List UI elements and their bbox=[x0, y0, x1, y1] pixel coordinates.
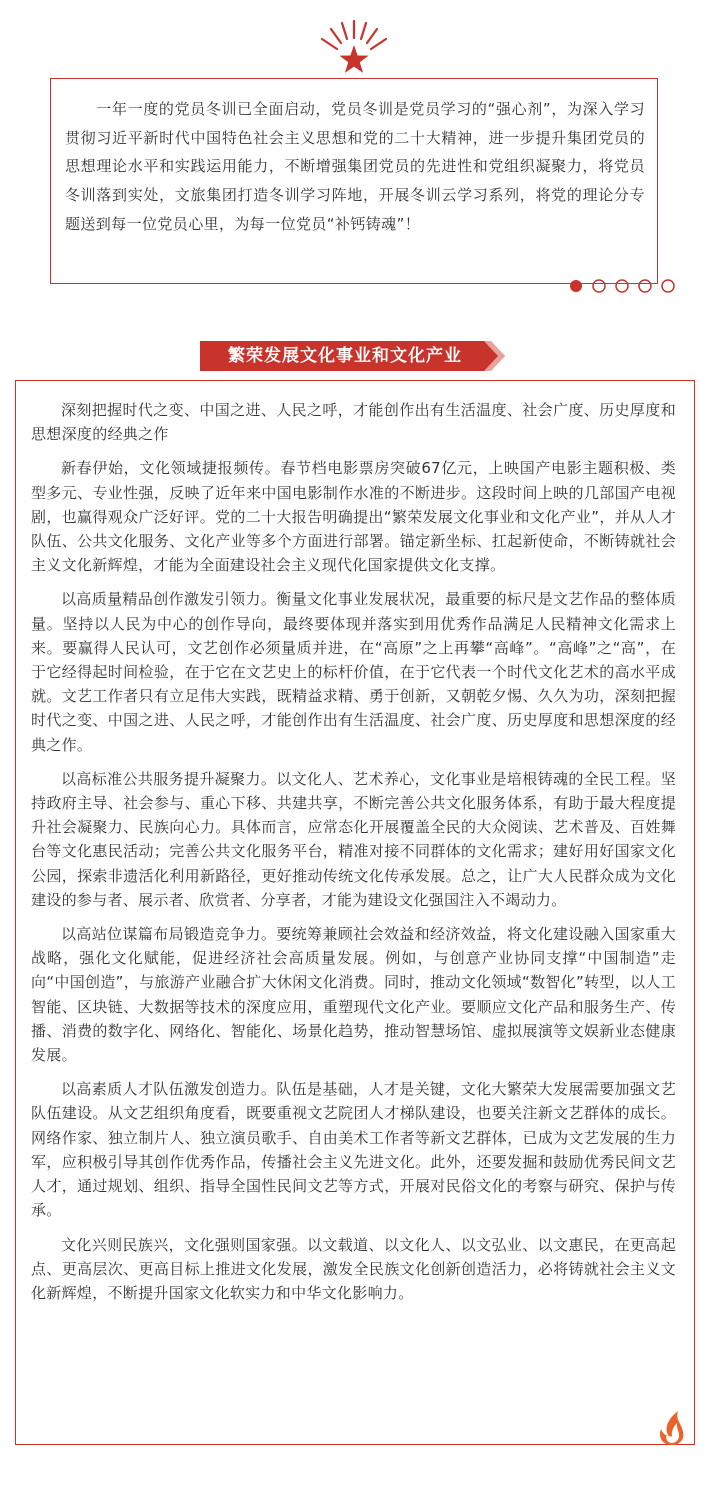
pager-dot-3[interactable] bbox=[616, 280, 628, 292]
section-title: 繁荣发展文化事业和文化产业 bbox=[228, 346, 462, 366]
flame-icon bbox=[657, 1408, 687, 1446]
paragraph: 以高素质人才队伍激发创造力。队伍是基础，人才是关键，文化大繁荣大发展需要加强文艺队伍建设。从文艺组织角度看，既要重视文艺院团人才梯队建设，也要关注新文艺群体的成长。网络作家、独立制片人、独立演员歌手、自由美术工作者等新文艺群体，已成为文艺发展的生力军，应积极引导其创作优秀作品，传播社会主义先进文化。此外，还要发掘和鼓励优秀民间文艺人才，通过规划、组织、指导全国性民间文艺等方式，开展对民俗文化的考察与研究、保护与传承。 bbox=[31, 1080, 676, 1220]
pager-dot-1[interactable] bbox=[570, 280, 582, 292]
pager-dot-5[interactable] bbox=[662, 280, 674, 292]
pager-dot-2[interactable] bbox=[593, 280, 605, 292]
star-burst-icon bbox=[315, 18, 393, 80]
intro-text: 一年一度的党员冬训已全面启动，党员冬训是党员学习的“强心剂”，为深入学习贯彻习近平新时代中国特色社会主义思想和党的二十大精神，进一步提升集团党员的思想理论水平和实践运用能力，不断增强集团党员的先进性和党组织凝聚力，将党员冬训落到实处，文旅集团打造冬训学习阵地，开展冬训云学习系列，将党的理论分专题送到每一位党员心里，为每一位党员“补钙铸魂”！ bbox=[65, 100, 645, 233]
paragraph: 文化兴则民族兴，文化强则国家强。以文载道、以文化人、以文弘业、以文惠民，在更高起点、更高层次、更高目标上推进文化发展，激发全民族文化创新创造活力，必将铸就社会主义文化新辉煌，不断提升国家文化软实力和中华文化影响力。 bbox=[31, 1235, 676, 1302]
intro-box bbox=[50, 78, 658, 284]
paragraph: 以高站位谋篇布局锻造竞争力。要统筹兼顾社会效益和经济效益，将文化建设融入国家重大战略，强化文化赋能，促进经济社会高质量发展。例如，与创意产业协同支撑“中国制造”走向“中国创造”，与旅游产业融合扩大休闲文化消费。同时，推动文化领域“数智化”转型，以人工智能、区块链、大数据等技术的深度应用，重塑现代文化产业。要顺应文化产品和服务生产、传播、消费的数字化、网络化、智能化、场景化趋势，推动智慧场馆、虚拟展演等文娱新业态健康发展。 bbox=[31, 925, 676, 1065]
paragraph: 以高质量精品创作激发引领力。衡量文化事业发展状况，最重要的标尺是文艺作品的整体质量。坚持以人民为中心的创作导向，最终要体现并落实到用优秀作品满足人民精神文化需求上来。要赢得人民认可，文艺创作必须量质并进，在“高原”之上再攀“高峰”。“高峰”之“高”，在于它经得起时间检验，在于它在文艺史上的标杆价值，在于它代表一个时代文化艺术的高水平成就。文艺工作者只有立足伟大实践，既精益求精、勇于创新，又朝乾夕惕、久久为功，深刻把握时代之变、中国之进、人民之呼，才能创作出有生活温度、社会广度、历史厚度和思想深度的经典之作。 bbox=[31, 590, 676, 754]
paragraph: 新春伊始，文化领域捷报频传。春节档电影票房突破67亿元，上映国产电影主题积极、类型多元、专业性强，反映了近年来中国电影制作水准的不断进步。这段时间上映的几部国产电视剧，也赢得观众广泛好评。党的二十大报告明确提出“繁荣发展文化事业和文化产业”，并从人才队伍、公共文化服务、文化产业等多个方面进行部署。锚定新坐标、扛起新使命，不断铸就社会主义文化新辉煌，才能为全面建设社会主义现代化国家提供文化支撑。 bbox=[31, 459, 676, 575]
paragraph: 以高标准公共服务提升凝聚力。以文化人、艺术养心，文化事业是培根铸魂的全民工程。坚持政府主导、社会参与、重心下移、共建共享，不断完善公共文化服务体系，有助于最大程度提升社会凝聚力、民族向心力。具体而言，应常态化开展覆盖全民的大众阅读、艺术普及、百姓舞台等文化惠民活动；完善公共文化服务平台，精准对接不同群体的文化需求；建好用好国家文化公园，探索非遗活化利用新路径，更好推动传统文化传承发展。总之，让广大人民群众成为文化建设的参与者、展示者、欣赏者、分享者，才能为建设文化强国注入不竭动力。 bbox=[31, 769, 676, 909]
pager-dots bbox=[568, 278, 678, 294]
article-body bbox=[31, 398, 676, 1315]
paragraph: 深刻把握时代之变、中国之进、人民之呼，才能创作出有生活温度、社会广度、历史厚度和思想深度的经典之作 bbox=[31, 401, 676, 444]
pager-dot-4[interactable] bbox=[639, 280, 651, 292]
